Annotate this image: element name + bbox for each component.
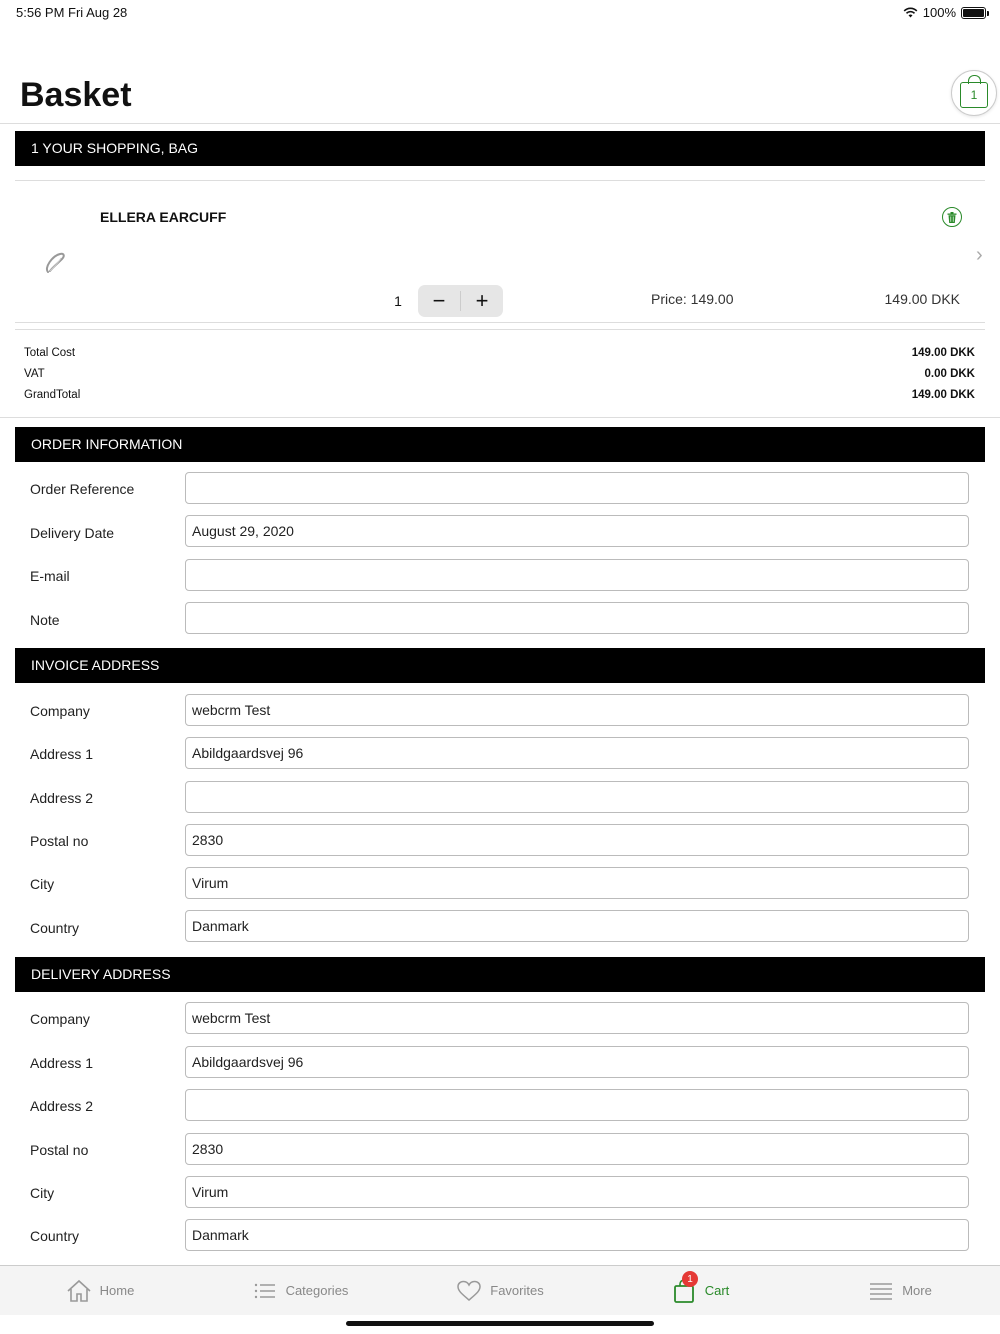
quantity-stepper[interactable] (418, 285, 503, 317)
increment-button[interactable]: + (475, 288, 489, 313)
bag-icon (960, 82, 988, 108)
summary-label: Total Cost (24, 347, 76, 359)
tab-label: Categories (285, 1283, 349, 1298)
email-label: E-mail (30, 568, 70, 584)
order-reference-label: Order Reference (30, 481, 135, 497)
summary-divider (15, 329, 985, 330)
product-name: ELLERA EARCUFF (100, 209, 227, 225)
invoice-country-label: Country (30, 920, 80, 936)
tab-bar (0, 1265, 1000, 1315)
delivery-address1-field[interactable] (185, 1046, 969, 1078)
cart-badge: 1 (682, 1271, 698, 1287)
bag-section-header: 1 YOUR SHOPPING, BAG (15, 131, 985, 166)
delivery-date-field[interactable] (185, 515, 969, 547)
tab-label: Favorites (490, 1283, 544, 1298)
invoice-company-field[interactable] (185, 694, 969, 726)
delivery-address-header: DELIVERY ADDRESS (15, 957, 985, 992)
delivery-city-label: City (30, 1185, 55, 1201)
tab-more[interactable] (800, 1266, 1000, 1315)
delivery-country-field[interactable] (185, 1219, 969, 1251)
note-field[interactable] (185, 602, 969, 634)
bag-divider-bottom (15, 322, 985, 323)
status-bar (0, 0, 1000, 24)
status-time: 5:56 PM Fri Aug 28 (16, 5, 128, 20)
summary-total-cost (24, 347, 975, 359)
invoice-city-field[interactable] (185, 867, 969, 899)
email-field[interactable] (185, 559, 969, 591)
summary-grand-total (24, 389, 975, 401)
invoice-address2-field[interactable] (185, 781, 969, 813)
invoice-address1-field[interactable] (185, 737, 969, 769)
page-title: Basket (20, 76, 132, 114)
invoice-country-field[interactable] (185, 910, 969, 942)
battery-percent: 100% (922, 5, 956, 20)
unit-price: Price: 149.00 (651, 291, 734, 307)
header-cart-button[interactable] (951, 70, 997, 116)
home-indicator (346, 1321, 654, 1326)
invoice-postal-label: Postal no (30, 833, 89, 849)
invoice-postal-field[interactable] (185, 824, 969, 856)
invoice-address2-label: Address 2 (30, 790, 94, 806)
delivery-city-field[interactable] (185, 1176, 969, 1208)
delivery-address1-label: Address 1 (30, 1055, 94, 1071)
summary-label: VAT (24, 368, 45, 380)
summary-value: 149.00 DKK (911, 389, 975, 401)
delivery-postal-field[interactable] (185, 1133, 969, 1165)
chevron-right-icon[interactable]: › (976, 244, 983, 266)
delivery-country-label: Country (30, 1228, 80, 1244)
header-cart-count: 1 (970, 88, 978, 102)
summary-divider-bottom (0, 417, 1000, 418)
order-info-header: ORDER INFORMATION (15, 427, 985, 462)
summary-vat (24, 368, 975, 380)
tab-categories[interactable] (200, 1266, 400, 1315)
quantity-value: 1 (394, 293, 402, 309)
tab-favorites[interactable] (400, 1266, 600, 1315)
invoice-city-label: City (30, 876, 55, 892)
wifi-icon (903, 7, 918, 18)
menu-icon (868, 1279, 894, 1303)
invoice-company-label: Company (30, 703, 90, 719)
invoice-address-header: INVOICE ADDRESS (15, 648, 985, 683)
delivery-date-label: Delivery Date (30, 525, 115, 541)
tab-label: Cart (704, 1283, 730, 1298)
invoice-address1-label: Address 1 (30, 746, 94, 762)
tab-home[interactable] (0, 1266, 200, 1315)
home-icon (66, 1279, 92, 1303)
header-divider (0, 123, 1000, 124)
line-total: 149.00 DKK (884, 291, 960, 307)
summary-label: GrandTotal (24, 389, 81, 401)
summary-value: 149.00 DKK (911, 347, 975, 359)
tab-cart[interactable] (600, 1266, 800, 1315)
delivery-company-label: Company (30, 1011, 90, 1027)
battery-icon (961, 7, 986, 19)
heart-icon (456, 1279, 482, 1303)
note-label: Note (30, 612, 60, 628)
status-indicators (903, 5, 986, 20)
delivery-address2-label: Address 2 (30, 1098, 94, 1114)
tab-label: More (902, 1283, 932, 1298)
bag-divider-top (15, 180, 985, 181)
decrement-button[interactable]: − (432, 288, 446, 313)
product-image (42, 250, 68, 276)
order-reference-field[interactable] (185, 472, 969, 504)
delivery-postal-label: Postal no (30, 1142, 89, 1158)
tab-label: Home (99, 1283, 135, 1298)
delivery-address2-field[interactable] (185, 1089, 969, 1121)
trash-icon[interactable] (942, 207, 962, 227)
delivery-company-field[interactable] (185, 1002, 969, 1034)
list-icon (252, 1279, 278, 1303)
summary-value: 0.00 DKK (924, 368, 975, 380)
